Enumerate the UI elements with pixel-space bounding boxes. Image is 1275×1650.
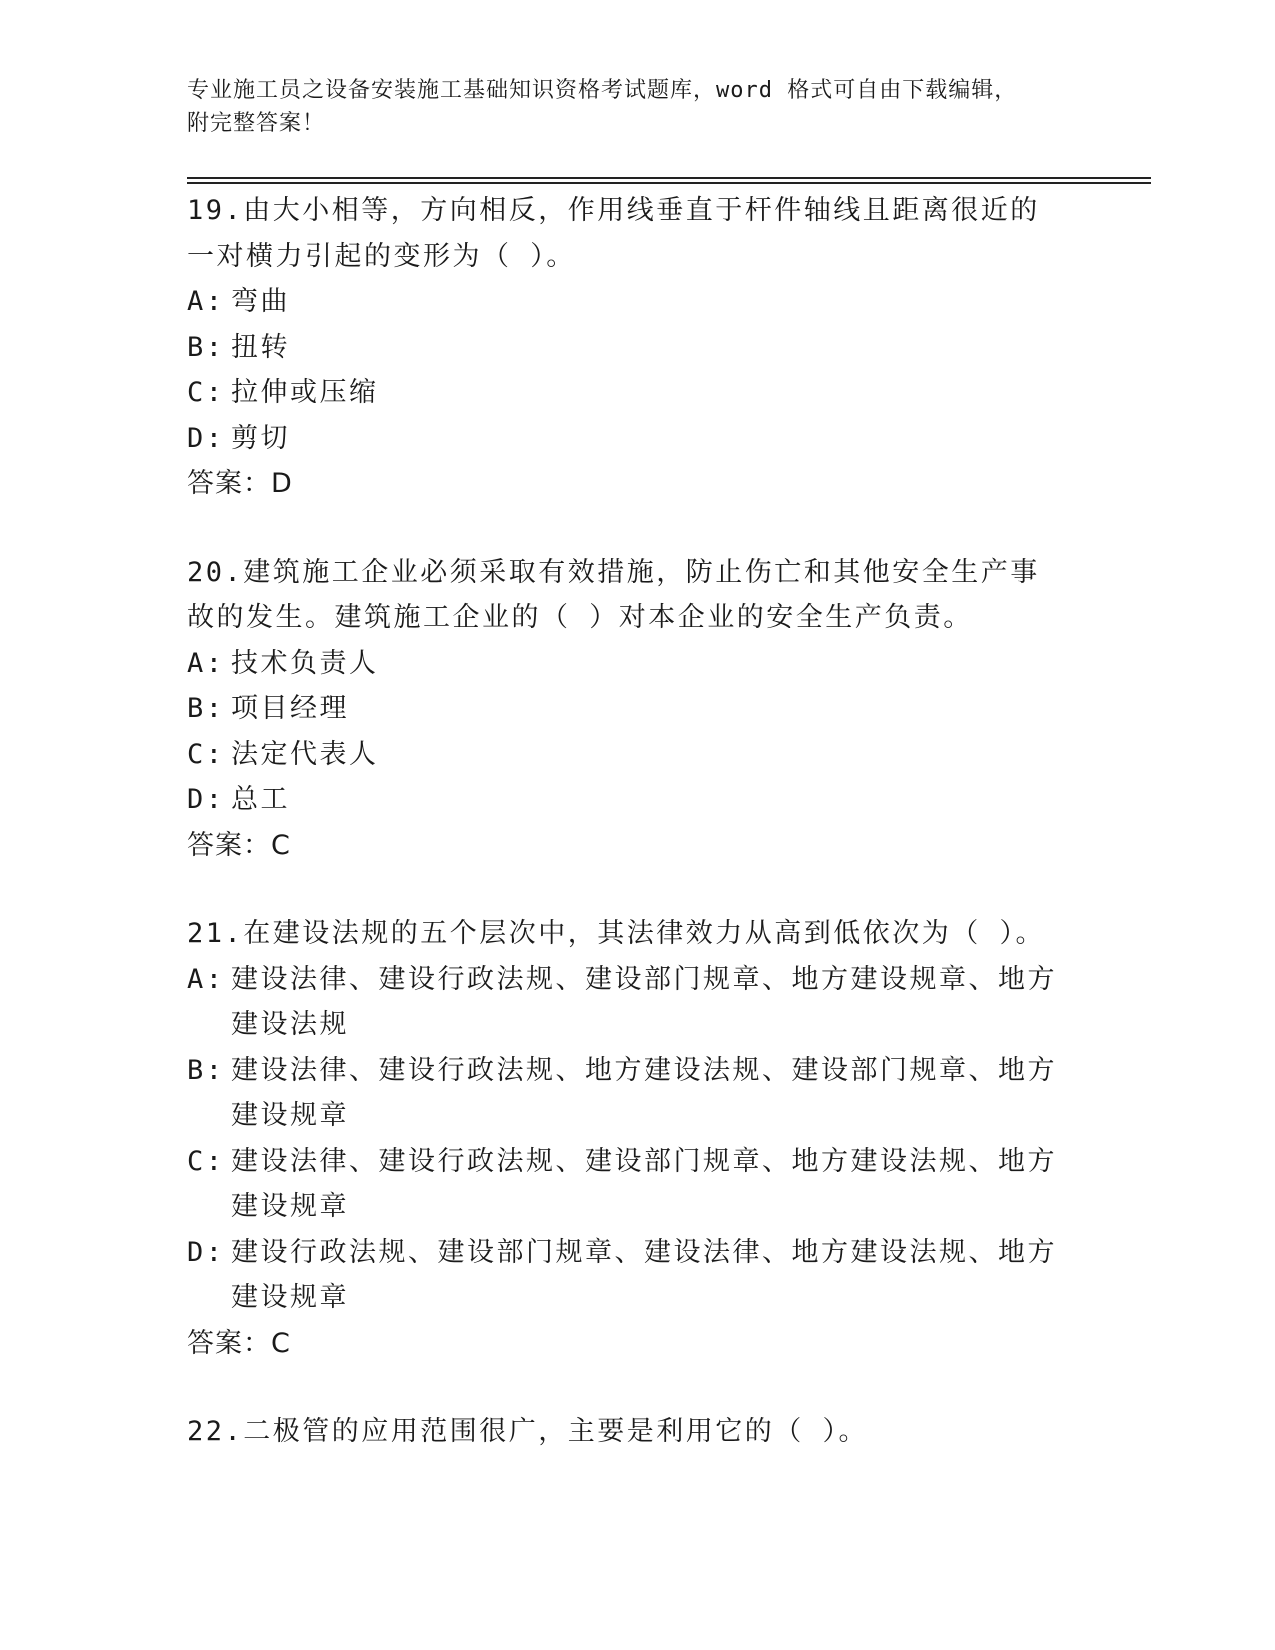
option-b xyxy=(187,1048,1067,1139)
header-line-1: 专业施工员之设备安装施工基础知识资格考试题库，word 格式可自由下载编辑， xyxy=(187,78,1018,103)
option-key: D: xyxy=(187,784,225,815)
option-text: 总工 xyxy=(231,784,290,815)
option-a xyxy=(187,279,1067,325)
question-list xyxy=(187,188,1067,1498)
option-text: 建设行政法规、建设部门规章、建设法律、地方建设法规、地方建设规章 xyxy=(231,1236,1057,1313)
option-text: 技术负责人 xyxy=(231,647,379,679)
option-b xyxy=(187,686,1067,732)
option-key: B: xyxy=(187,331,225,363)
option-c xyxy=(187,732,1067,778)
option-d xyxy=(187,777,1067,823)
question-20 xyxy=(187,550,1067,869)
option-c xyxy=(187,370,1067,416)
question-stem: 建筑施工企业必须采取有效措施，防止伤亡和其他安全生产事故的发生。建筑施工企业的（ ）对本企业的安全生产负责。 xyxy=(187,556,1040,633)
option-key: A: xyxy=(187,647,225,679)
question-text xyxy=(187,550,1067,641)
question-stem: 二极管的应用范围很广，主要是利用它的（ ）。 xyxy=(243,1416,869,1447)
question-number: 22. xyxy=(187,1416,244,1447)
option-key: D: xyxy=(187,422,225,454)
option-text: 项目经理 xyxy=(231,693,349,724)
option-text: 建设法律、建设行政法规、建设部门规章、地方建设法规、地方建设规章 xyxy=(231,1145,1057,1222)
answer-line: 答案：D xyxy=(187,468,293,499)
option-key: B: xyxy=(187,693,225,724)
option-c xyxy=(187,1139,1067,1230)
header-divider-top xyxy=(187,177,1151,179)
header-line-2: 附完整答案！ xyxy=(187,111,326,136)
option-d xyxy=(187,1230,1067,1321)
option-text: 扭转 xyxy=(231,331,290,363)
question-19 xyxy=(187,188,1067,507)
option-key: C: xyxy=(187,377,225,408)
question-stem: 由大小相等，方向相反，作用线垂直于杆件轴线且距离很近的一对横力引起的变形为（ ）。 xyxy=(187,195,1040,272)
question-stem: 在建设法规的五个层次中，其法律效力从高到低依次为（ ）。 xyxy=(243,918,1046,949)
option-a xyxy=(187,957,1067,1048)
option-key: B: xyxy=(187,1054,225,1086)
answer-line: 答案：C xyxy=(187,1327,291,1359)
question-text xyxy=(187,1409,1067,1455)
option-key: C: xyxy=(187,1145,225,1177)
question-22 xyxy=(187,1409,1067,1455)
question-number: 19. xyxy=(187,195,244,226)
option-key: D: xyxy=(187,1236,225,1268)
option-text: 弯曲 xyxy=(231,286,290,317)
option-text: 建设法律、建设行政法规、建设部门规章、地方建设规章、地方建设法规 xyxy=(231,963,1057,1040)
option-d xyxy=(187,416,1067,462)
option-text: 剪切 xyxy=(231,422,290,454)
question-text xyxy=(187,911,1067,957)
header-divider-bottom xyxy=(187,182,1151,184)
option-b xyxy=(187,325,1067,371)
option-text: 建设法律、建设行政法规、地方建设法规、建设部门规章、地方建设规章 xyxy=(231,1054,1057,1131)
option-text: 法定代表人 xyxy=(231,738,379,770)
question-number: 20. xyxy=(187,556,244,588)
option-a xyxy=(187,641,1067,687)
option-text: 拉伸或压缩 xyxy=(231,377,379,408)
answer-line: 答案：C xyxy=(187,829,291,861)
option-key: C: xyxy=(187,738,225,770)
question-text xyxy=(187,188,1067,279)
document-header xyxy=(187,74,1067,140)
option-key: A: xyxy=(187,286,225,317)
question-21 xyxy=(187,911,1067,1366)
option-key: A: xyxy=(187,963,225,995)
question-number: 21. xyxy=(187,918,244,949)
